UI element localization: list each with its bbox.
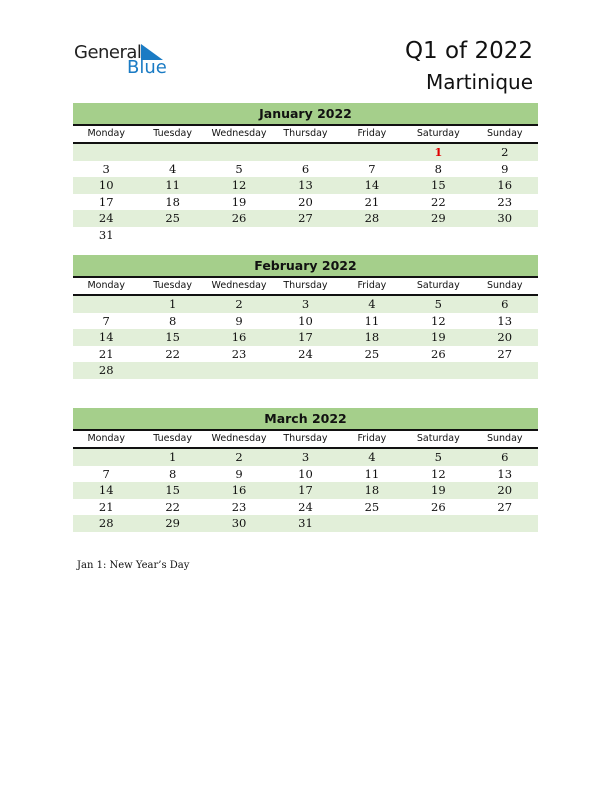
day-cell xyxy=(339,227,405,244)
week-row xyxy=(73,194,538,211)
weekday-label: Saturday xyxy=(416,433,460,444)
day-cell: 16 xyxy=(497,178,513,193)
day-cell xyxy=(339,144,405,161)
day-cell xyxy=(139,144,205,161)
day-cell: 9 xyxy=(235,466,243,481)
month-calendar xyxy=(73,255,538,379)
day-cell xyxy=(272,227,338,244)
day-cell xyxy=(272,362,338,379)
day-cell xyxy=(73,144,139,161)
day-cell: 2 xyxy=(501,145,509,159)
day-cell: 31 xyxy=(98,227,114,242)
day-cell: 2 xyxy=(235,297,243,311)
weekday-label: Friday xyxy=(357,280,387,291)
day-cell: 11 xyxy=(364,313,380,328)
day-cell: 4 xyxy=(368,297,376,311)
page-title: Q1 of 2022 xyxy=(404,38,533,64)
weekday-label: Friday xyxy=(357,433,387,444)
day-cell: 12 xyxy=(431,466,446,481)
holiday-note: Jan 1: New Year’s Day xyxy=(77,560,190,571)
day-cell: 9 xyxy=(235,313,243,328)
weekday-label: Wednesday xyxy=(211,280,267,291)
day-cell: 7 xyxy=(102,313,110,328)
day-cell xyxy=(73,449,139,466)
day-cell: 28 xyxy=(364,211,380,226)
day-cell: 30 xyxy=(497,211,513,226)
day-cell: 5 xyxy=(434,450,442,464)
day-cell: 18 xyxy=(364,483,380,498)
week-row xyxy=(73,144,538,161)
day-cell: 4 xyxy=(368,450,376,464)
weekday-label: Sunday xyxy=(486,128,523,139)
day-cell: 23 xyxy=(497,194,513,209)
week-row xyxy=(73,161,538,178)
weekday-label: Thursday xyxy=(283,433,328,444)
day-cell: 18 xyxy=(165,194,180,209)
week-row xyxy=(73,177,538,194)
weekday-label: Sunday xyxy=(486,433,523,444)
weekday-label: Wednesday xyxy=(211,433,267,444)
week-row xyxy=(73,449,538,466)
month-title: March 2022 xyxy=(73,408,538,431)
weekday-label: Thursday xyxy=(283,128,328,139)
day-cell: 10 xyxy=(298,466,313,481)
day-cell: 18 xyxy=(364,330,380,345)
day-cell: 8 xyxy=(168,313,177,328)
day-cell: 13 xyxy=(497,313,513,328)
day-cell: 11 xyxy=(364,466,380,481)
day-cell xyxy=(339,362,405,379)
day-cell: 13 xyxy=(497,466,513,481)
day-cell: 26 xyxy=(431,499,446,514)
weekday-label: Monday xyxy=(87,433,125,444)
day-cell: 20 xyxy=(298,194,313,209)
weekday-label: Monday xyxy=(87,280,125,291)
month-calendar xyxy=(73,408,538,532)
day-cell: 3 xyxy=(301,297,310,311)
day-cell: 27 xyxy=(298,211,313,226)
country-name: Martinique xyxy=(425,70,533,94)
day-cell xyxy=(73,296,139,313)
weekday-header xyxy=(73,278,538,296)
day-cell xyxy=(272,144,338,161)
week-row xyxy=(73,499,538,516)
day-cell: 26 xyxy=(431,346,446,361)
day-cell: 17 xyxy=(298,330,313,345)
day-cell: 22 xyxy=(165,346,180,361)
day-cell: 16 xyxy=(231,330,247,345)
day-cell: 20 xyxy=(497,483,513,498)
day-cell xyxy=(206,227,272,244)
day-cell: 9 xyxy=(501,161,509,176)
day-cell: 5 xyxy=(434,297,442,311)
day-cell: 28 xyxy=(98,363,114,378)
month-title: January 2022 xyxy=(73,103,538,126)
weekday-label: Saturday xyxy=(416,280,460,291)
day-cell: 25 xyxy=(165,211,180,226)
day-cell: 29 xyxy=(165,516,180,531)
day-cell: 14 xyxy=(98,483,114,498)
day-cell: 15 xyxy=(165,483,180,498)
week-row xyxy=(73,313,538,330)
day-cell: 12 xyxy=(431,313,446,328)
day-cell: 19 xyxy=(231,194,247,209)
day-cell: 1 xyxy=(434,145,443,159)
day-cell xyxy=(472,515,538,532)
week-row xyxy=(73,482,538,499)
week-row xyxy=(73,362,538,379)
day-cell: 6 xyxy=(501,450,509,464)
day-cell: 21 xyxy=(98,346,114,361)
day-cell: 6 xyxy=(501,297,509,311)
day-cell: 27 xyxy=(497,499,513,514)
weekday-label: Wednesday xyxy=(211,128,267,139)
day-cell: 19 xyxy=(431,483,446,498)
day-cell: 5 xyxy=(235,161,243,176)
day-cell xyxy=(405,362,471,379)
day-cell: 13 xyxy=(298,178,313,193)
month-calendar xyxy=(73,103,538,244)
week-row xyxy=(73,466,538,483)
day-cell: 22 xyxy=(165,499,180,514)
day-cell: 14 xyxy=(98,330,114,345)
day-cell: 24 xyxy=(298,346,313,361)
logo-text-blue: Blue xyxy=(127,57,167,78)
day-cell xyxy=(139,227,205,244)
day-cell: 7 xyxy=(368,161,376,176)
day-cell xyxy=(405,227,471,244)
weekday-label: Monday xyxy=(87,128,125,139)
weekday-header xyxy=(73,126,538,144)
day-cell: 19 xyxy=(431,330,446,345)
day-cell: 21 xyxy=(364,194,380,209)
weekday-label: Thursday xyxy=(283,280,328,291)
day-cell xyxy=(339,515,405,532)
week-row xyxy=(73,515,538,532)
day-cell: 23 xyxy=(231,499,247,514)
day-cell: 3 xyxy=(102,161,110,176)
day-cell: 17 xyxy=(298,483,313,498)
day-cell: 7 xyxy=(102,466,110,481)
day-cell: 28 xyxy=(98,516,114,531)
week-row xyxy=(73,296,538,313)
month-title: February 2022 xyxy=(73,255,538,278)
day-cell: 1 xyxy=(168,297,177,311)
weekday-label: Saturday xyxy=(416,128,460,139)
day-cell: 22 xyxy=(431,194,446,209)
week-row xyxy=(73,210,538,227)
day-cell: 16 xyxy=(231,483,247,498)
day-cell: 24 xyxy=(98,211,114,226)
day-cell: 11 xyxy=(165,178,180,193)
weekday-label: Friday xyxy=(357,128,387,139)
logo-text-general: General xyxy=(74,42,142,63)
weekday-label: Tuesday xyxy=(153,280,192,291)
day-cell xyxy=(139,362,205,379)
day-cell xyxy=(472,362,538,379)
day-cell xyxy=(472,227,538,244)
day-cell: 29 xyxy=(431,211,446,226)
week-row xyxy=(73,329,538,346)
day-cell: 24 xyxy=(298,499,313,514)
day-cell: 15 xyxy=(431,178,446,193)
weekday-header xyxy=(73,431,538,449)
day-cell: 23 xyxy=(231,346,247,361)
day-cell: 10 xyxy=(298,313,313,328)
day-cell: 30 xyxy=(231,516,247,531)
day-cell: 3 xyxy=(301,450,310,464)
weekday-label: Tuesday xyxy=(153,128,192,139)
day-cell: 10 xyxy=(98,178,114,193)
weekday-label: Sunday xyxy=(486,280,523,291)
day-cell: 31 xyxy=(298,516,313,531)
weekday-label: Tuesday xyxy=(153,433,192,444)
day-cell: 1 xyxy=(168,450,177,464)
day-cell: 2 xyxy=(235,450,243,464)
day-cell: 17 xyxy=(98,194,114,209)
day-cell: 15 xyxy=(165,330,180,345)
week-row xyxy=(73,227,538,244)
day-cell: 6 xyxy=(301,161,310,176)
day-cell xyxy=(405,515,471,532)
day-cell: 27 xyxy=(497,346,513,361)
day-cell: 8 xyxy=(434,161,442,176)
day-cell xyxy=(206,144,272,161)
day-cell: 14 xyxy=(364,178,380,193)
day-cell: 26 xyxy=(231,211,247,226)
day-cell: 12 xyxy=(231,178,247,193)
day-cell: 8 xyxy=(168,466,177,481)
day-cell: 20 xyxy=(497,330,513,345)
day-cell: 4 xyxy=(168,161,177,176)
day-cell: 25 xyxy=(364,346,380,361)
day-cell: 25 xyxy=(364,499,380,514)
day-cell xyxy=(206,362,272,379)
week-row xyxy=(73,346,538,363)
day-cell: 21 xyxy=(98,499,114,514)
